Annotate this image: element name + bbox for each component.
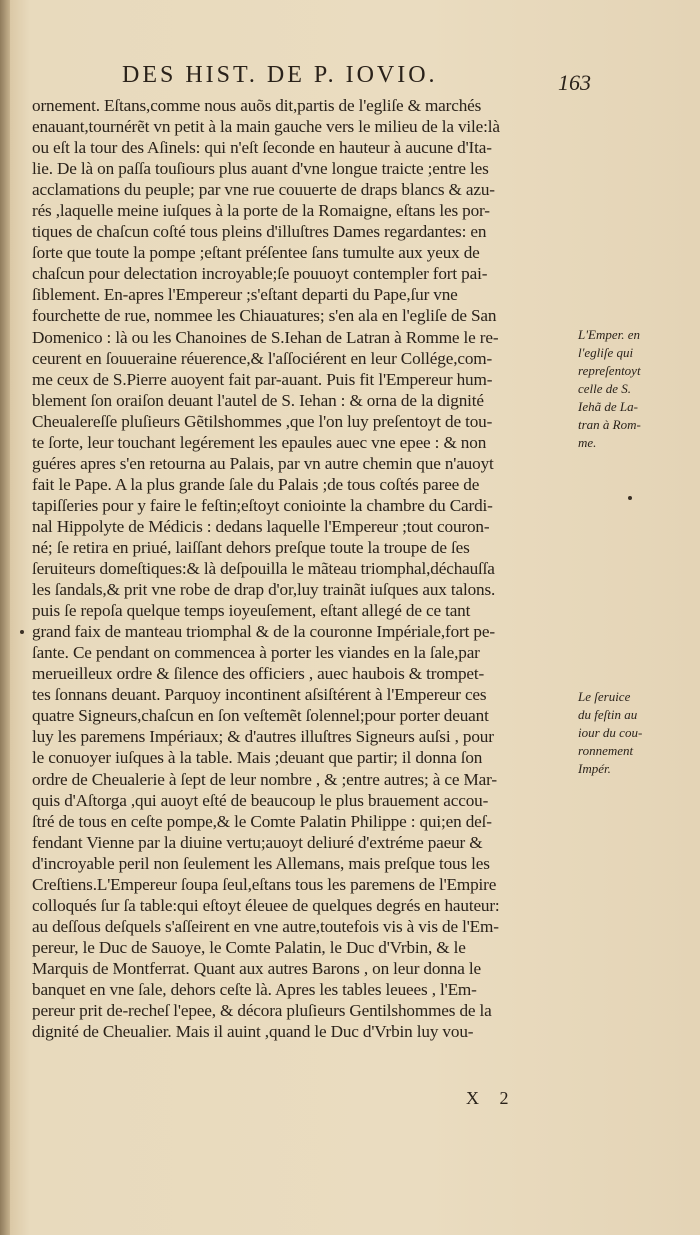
text-line: acclamations du peuple; par vne rue couuerte de draps blancs & azu- — [32, 180, 495, 200]
running-title: DES HIST. DE P. IOVIO. — [122, 62, 438, 88]
text-line: guéres apres s'en retourna au Palais, par vn autre chemin que n'auoyt — [32, 453, 494, 473]
text-line: blement ſon oraiſon deuant l'autel de S. Iehan : & orna de la dignité — [32, 390, 484, 410]
text-line: Creſtiens.L'Empereur ſoupa ſeul,eſtans tous les paremens de l'Empire — [32, 874, 497, 894]
text-line: fait le Pape. A la plus grande ſale du Palais ;de tous coſtés paree de — [32, 474, 480, 494]
margin-note-line: l'egliſe qui — [578, 345, 634, 360]
text-line: au deſſous deſquels s'aſſeirent en vne autre,toutefois vis à vis de l'Em- — [32, 916, 499, 936]
binding-gutter — [0, 0, 10, 1235]
margin-note-line: Le ſeruice — [578, 689, 631, 704]
text-line: fendant Vienne par la diuine vertu;auoyt deliuré d'extréme paeur & — [32, 832, 483, 852]
signature-mark: X 2 — [466, 1088, 517, 1108]
text-line: ou eſt la tour des Aſinels: qui n'eſt ſeconde en hauteur à aucune d'Ita- — [32, 138, 492, 158]
text-line: tes ſonnans deuant. Parquoy incontinent aſsiſtérent à l'Empereur ces — [32, 685, 487, 705]
ink-speck — [628, 496, 632, 500]
text-line: grand faix de manteau triomphal & de la couronne Impériale,fort pe- — [32, 622, 495, 642]
margin-note-emperor-church — [578, 326, 690, 452]
margin-note-line: me. — [578, 435, 597, 450]
text-line: puis ſe repoſa quelque temps ioyeuſement, eſtant allegé de ce tant — [32, 601, 471, 621]
text-line: tiques de chaſcun coſté tous pleins d'illuſtres Dames regardantes: en — [32, 222, 487, 242]
text-line: tapiſſeries pour y faire le feſtin;eſtoyt coniointe la chambre du Cardi- — [32, 495, 493, 515]
margin-note-coronation-feast — [578, 688, 690, 778]
margin-note-line: Impér. — [578, 761, 611, 776]
body-text — [32, 95, 572, 1042]
text-line: nal Hippolyte de Médicis : dedans laquelle l'Empereur ;tout couron- — [32, 516, 490, 536]
text-line: rés ,laquelle meine iuſques à la porte de la Romaigne, eſtans les por- — [32, 201, 490, 221]
text-line: Domenico : là ou les Chanoines de S.Iehan de Latran à Romme le re- — [32, 327, 499, 347]
text-line: colloqués ſur ſa table:qui eſtoyt éleuee de quelques degrés en hauteur: — [32, 895, 500, 915]
text-line: lie. De là on paſſa touſiours plus auant d'vne longue traicte ;entre les — [32, 159, 489, 179]
text-line: pereur prit de-recheſ l'epee, & décora pluſieurs Gentilshommes de la — [32, 1001, 492, 1021]
text-line: ſorte que toute la pompe ;eſtant préſentee ſans tumulte aux yeux de — [32, 243, 480, 263]
text-line: chaſcun pour delectation incroyable;ſe pouuoyt contempler fort pai- — [32, 264, 488, 284]
text-line: ſiblement. En-apres l'Empereur ;s'eſtant departi du Pape,ſur vne — [32, 285, 458, 305]
text-line: enauant,tournérẽt vn petit à la main gauche vers le milieu de la vile:là — [32, 117, 500, 137]
text-line: ornement. Eſtans,comme nous auõs dit,partis de l'egliſe & marchés — [32, 96, 482, 115]
margin-note-line: celle de S. — [578, 381, 632, 396]
text-line: dignité de Cheualier. Mais il auint ,quand le Duc d'Vrbin luy vou- — [32, 1022, 474, 1042]
margin-note-line: tran à Rom- — [578, 417, 641, 432]
margin-note-line: L'Emper. en — [578, 327, 640, 342]
text-line: merueilleux ordre & ſilence des officiers , auec haubois & trompet- — [32, 664, 485, 684]
text-line: ſante. Ce pendant on commencea à porter les viandes en la ſale,par — [32, 643, 480, 663]
margin-note-line: du feſtin au — [578, 707, 638, 722]
text-line: Marquis de Montferrat. Quant aux autres Barons , on leur donna le — [32, 958, 481, 978]
margin-note-line: ronnement — [578, 743, 634, 758]
text-line: ſtré de tous en ceſte pompe,& le Comte Palatin Philippe : qui;en deſ- — [32, 811, 492, 831]
margin-note-line: repreſentoyt — [578, 363, 641, 378]
ink-speck — [20, 630, 24, 634]
text-line: luy les paremens Impériaux; & d'autres illuſtres Signeurs auſsi , pour — [32, 727, 494, 747]
text-line: me ceux de S.Pierre auoyent fait par-auant. Puis fit l'Empereur hum- — [32, 369, 493, 389]
text-line: né; ſe retira en priué, laiſſant dehors preſque toute la troupe de ſes — [32, 537, 470, 557]
text-line: pereur, le Duc de Sauoye, le Comte Palatin, le Duc d'Vrbin, & le — [32, 937, 466, 957]
text-line: banquet en vne ſale, dehors ceſte là. Apres les tables leuees , l'Em- — [32, 979, 477, 999]
text-line: ſeruiteurs domeſtiques:& là deſpouilla le mãteau triomphal,déchauſſa — [32, 559, 495, 579]
text-line: Cheualereſſe pluſieurs Gẽtilshommes ,que l'on luy preſentoyt de tou- — [32, 411, 493, 431]
text-line: d'incroyable peril non ſeulement les Allemans, mais preſque tous les — [32, 853, 490, 873]
text-line: le conuoyer iuſques à la table. Mais ;deuant que partir; il donna ſon — [32, 748, 483, 768]
text-line: quis d'Aſtorga ,qui auoyt eſté de beaucoup le plus brauement accou- — [32, 790, 489, 810]
page-number: 163 — [558, 70, 591, 95]
text-line: quatre Signeurs,chaſcun en ſon veſtemẽt ſolennel;pour porter deuant — [32, 706, 489, 726]
text-line: ceurent en ſouueraine réuerence,& l'aſſociérent en leur Collége,com- — [32, 348, 493, 368]
margin-note-line: Iehã de La- — [578, 399, 638, 414]
margin-note-line: iour du cou- — [578, 725, 643, 740]
text-line: fourchette de rue, nommee les Chiauatures; s'en ala en l'egliſe de San — [32, 306, 497, 326]
text-line: te ſorte, leur touchant legérement les epaules auec vne epee : & non — [32, 432, 487, 452]
text-line: les ſandals,& prit vne robe de drap d'or,luy trainãt iuſques aux talons. — [32, 580, 496, 600]
text-line: ordre de Cheualerie à ſept de leur nombre , & ;entre autres; à ce Mar- — [32, 769, 497, 789]
